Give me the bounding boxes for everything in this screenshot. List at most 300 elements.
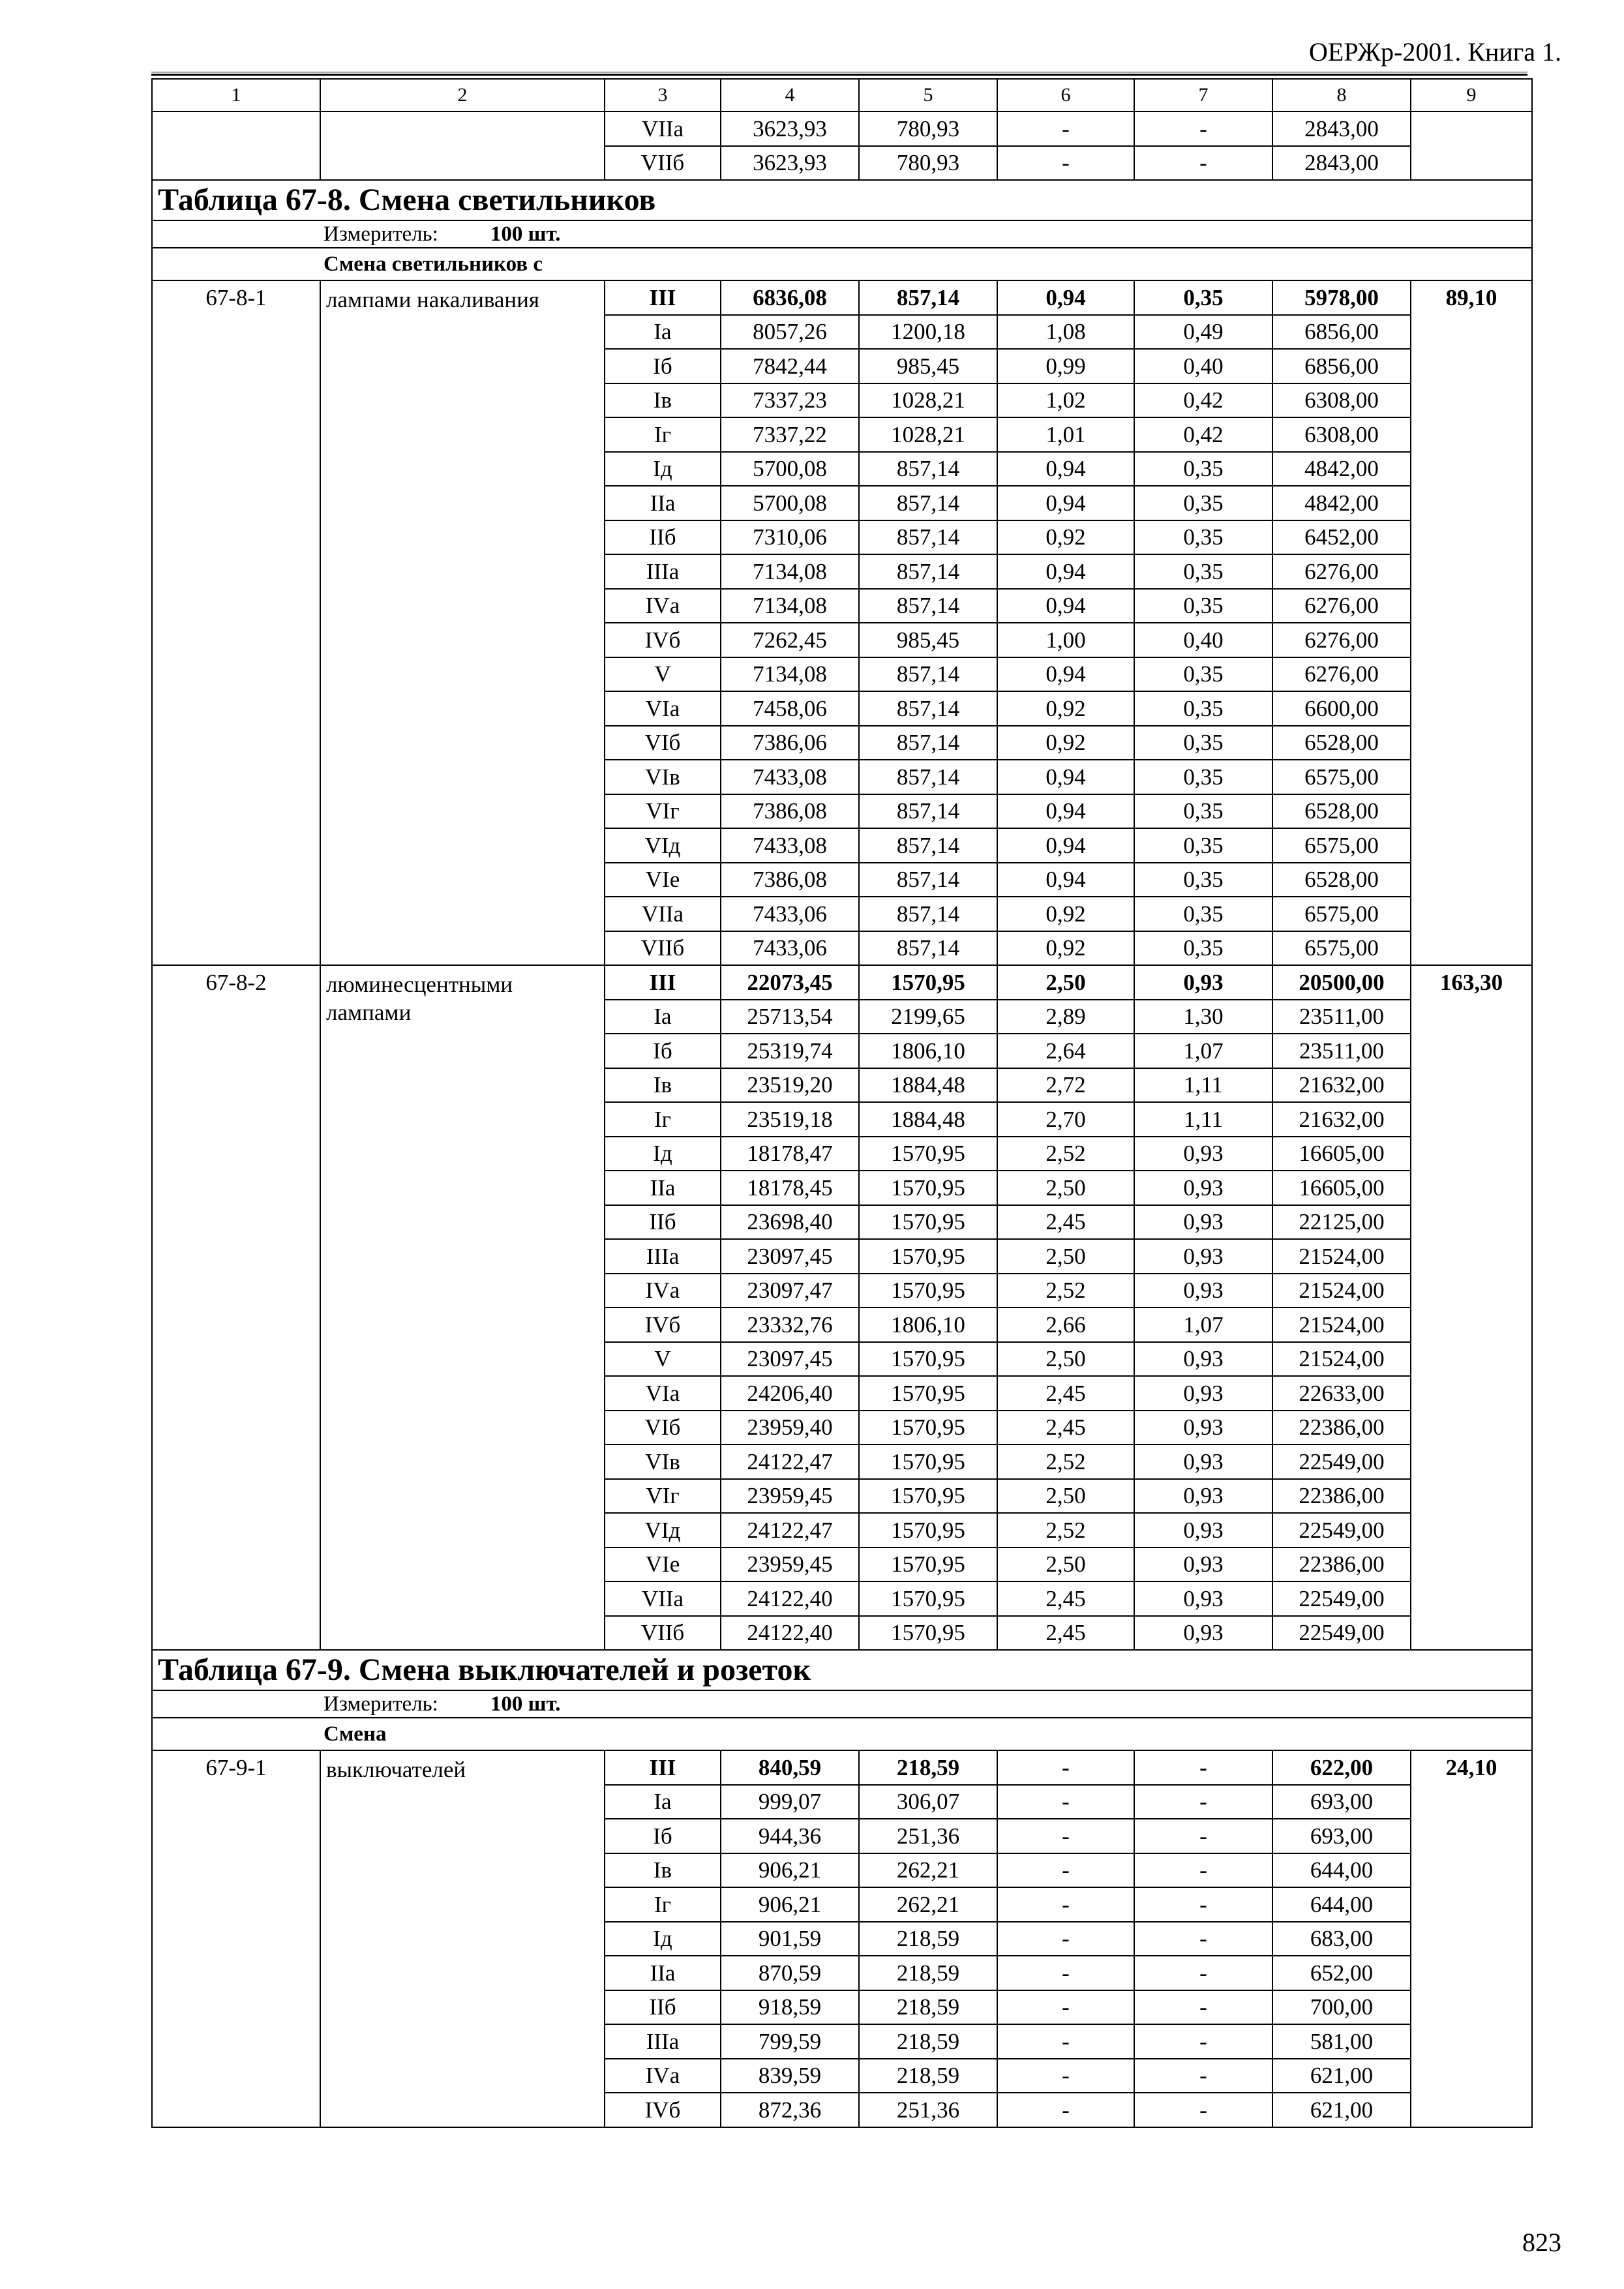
value-cell: 6452,00	[1272, 520, 1411, 555]
value-cell: 2,45	[997, 1411, 1134, 1445]
value-cell: 22549,00	[1272, 1616, 1411, 1651]
value-cell: 857,14	[859, 554, 997, 589]
column-number: 1	[152, 79, 320, 112]
value-cell: 22073,45	[721, 965, 859, 1000]
value-cell: 839,59	[721, 2059, 859, 2093]
value-cell: 0,35	[1134, 691, 1272, 726]
value-cell: 0,93	[1134, 1513, 1272, 1548]
value-cell: -	[1134, 1853, 1272, 1888]
value-cell: 1200,18	[859, 315, 997, 350]
value-cell: 0,93	[1134, 1411, 1272, 1445]
table-row	[152, 280, 1532, 315]
value-cell: 6276,00	[1272, 589, 1411, 623]
value-cell: 2,50	[997, 1548, 1134, 1582]
value-cell: 1,07	[1134, 1034, 1272, 1068]
value-cell: 1,30	[1134, 1000, 1272, 1034]
value-cell: 0,35	[1134, 280, 1272, 315]
value-cell: 0,35	[1134, 452, 1272, 486]
value-cell: 1570,95	[859, 1205, 997, 1240]
item-wage: 89,10	[1411, 280, 1532, 965]
value-cell: 857,14	[859, 931, 997, 966]
value-cell: 22125,00	[1272, 1205, 1411, 1240]
region-cell: IIа	[605, 1956, 721, 1990]
value-cell: 857,14	[859, 589, 997, 623]
value-cell: -	[997, 146, 1134, 181]
value-cell: 0,92	[997, 897, 1134, 931]
value-cell: 2,45	[997, 1581, 1134, 1616]
value-cell: 2,50	[997, 965, 1134, 1000]
value-cell: 1028,21	[859, 417, 997, 452]
value-cell: 857,14	[859, 657, 997, 692]
region-cell: VIIа	[605, 897, 721, 931]
region-cell: Iв	[605, 1853, 721, 1888]
value-cell: 652,00	[1272, 1956, 1411, 1990]
region-cell: Iв	[605, 1068, 721, 1103]
value-cell: 644,00	[1272, 1887, 1411, 1922]
value-cell: 24122,47	[721, 1444, 859, 1479]
region-cell: VIIб	[605, 146, 721, 181]
value-cell: 25713,54	[721, 1000, 859, 1034]
value-cell: 0,93	[1134, 1205, 1272, 1240]
region-cell: Iа	[605, 1000, 721, 1034]
value-cell: -	[997, 1750, 1134, 1785]
region-cell: VIг	[605, 1479, 721, 1514]
value-cell: 2,50	[997, 1479, 1134, 1514]
value-cell: 2,45	[997, 1616, 1134, 1651]
value-cell: -	[997, 2059, 1134, 2093]
value-cell: -	[1134, 2059, 1272, 2093]
value-cell: 21524,00	[1272, 1342, 1411, 1377]
value-cell: 21524,00	[1272, 1308, 1411, 1342]
value-cell: 1,11	[1134, 1068, 1272, 1103]
value-cell: 7433,08	[721, 760, 859, 794]
value-cell: 23959,45	[721, 1548, 859, 1582]
value-cell: 21524,00	[1272, 1239, 1411, 1274]
region-cell: Iб	[605, 1819, 721, 1853]
value-cell: 6528,00	[1272, 863, 1411, 897]
value-cell: 1806,10	[859, 1308, 997, 1342]
value-cell: -	[997, 2093, 1134, 2127]
value-cell: 5978,00	[1272, 280, 1411, 315]
region-cell: Iг	[605, 1887, 721, 1922]
value-cell: 1,07	[1134, 1308, 1272, 1342]
value-cell: 0,99	[997, 349, 1134, 383]
value-cell: 262,21	[859, 1853, 997, 1888]
value-cell: 0,40	[1134, 349, 1272, 383]
value-cell: 840,59	[721, 1750, 859, 1785]
value-cell: 906,21	[721, 1887, 859, 1922]
value-cell: 218,59	[859, 1750, 997, 1785]
region-cell: V	[605, 657, 721, 692]
value-cell: 2199,65	[859, 1000, 997, 1034]
value-cell: 622,00	[1272, 1750, 1411, 1785]
value-cell: 0,35	[1134, 726, 1272, 760]
value-cell: 1,08	[997, 315, 1134, 350]
region-cell: IIа	[605, 1171, 721, 1205]
region-cell: VIб	[605, 1411, 721, 1445]
value-cell: 218,59	[859, 1922, 997, 1956]
value-cell: 2,52	[997, 1274, 1134, 1308]
value-cell: 0,35	[1134, 486, 1272, 520]
value-cell: 780,93	[859, 146, 997, 181]
value-cell: 0,93	[1134, 1444, 1272, 1479]
value-cell: 7134,08	[721, 554, 859, 589]
region-cell: VIб	[605, 726, 721, 760]
group-label: Смена	[152, 1718, 1532, 1750]
region-cell: Iв	[605, 383, 721, 418]
value-cell: 262,21	[859, 1887, 997, 1922]
value-cell: -	[1134, 1956, 1272, 1990]
value-cell: 23959,40	[721, 1411, 859, 1445]
value-cell: 0,35	[1134, 589, 1272, 623]
value-cell: 23097,45	[721, 1239, 859, 1274]
value-cell: 0,35	[1134, 897, 1272, 931]
value-cell: 6276,00	[1272, 623, 1411, 657]
column-number: 9	[1411, 79, 1532, 112]
value-cell: 2,89	[997, 1000, 1134, 1034]
value-cell: 2,52	[997, 1513, 1134, 1548]
value-cell: 0,94	[997, 486, 1134, 520]
value-cell: 22386,00	[1272, 1411, 1411, 1445]
value-cell: 2,66	[997, 1308, 1134, 1342]
value-cell: 901,59	[721, 1922, 859, 1956]
region-cell: VIв	[605, 760, 721, 794]
value-cell: 0,93	[1134, 1581, 1272, 1616]
value-cell: 1,00	[997, 623, 1134, 657]
item-code: 67-9-1	[152, 1750, 320, 2127]
column-number: 8	[1272, 79, 1411, 112]
value-cell: 2,70	[997, 1102, 1134, 1137]
value-cell: 1570,95	[859, 1548, 997, 1582]
section-title-row	[152, 180, 1532, 220]
region-cell: V	[605, 1342, 721, 1377]
value-cell: 2,50	[997, 1239, 1134, 1274]
value-cell: 870,59	[721, 1956, 859, 1990]
value-cell: 1570,95	[859, 1171, 997, 1205]
value-cell: 2843,00	[1272, 112, 1411, 146]
value-cell: 218,59	[859, 1990, 997, 2025]
value-cell: 23511,00	[1272, 1000, 1411, 1034]
value-cell: 0,35	[1134, 554, 1272, 589]
region-cell: IIб	[605, 1990, 721, 2025]
value-cell: 4842,00	[1272, 452, 1411, 486]
value-cell: 2,64	[997, 1034, 1134, 1068]
value-cell: 0,40	[1134, 623, 1272, 657]
item-name: лампами накаливания	[320, 280, 605, 965]
value-cell: 700,00	[1272, 1990, 1411, 2025]
measure-row	[152, 1690, 1532, 1718]
column-number: 3	[605, 79, 721, 112]
value-cell: 5700,08	[721, 486, 859, 520]
value-cell: 6528,00	[1272, 794, 1411, 829]
region-cell: III	[605, 1750, 721, 1785]
value-cell: 3623,93	[721, 146, 859, 181]
region-cell: Iд	[605, 1922, 721, 1956]
value-cell: 0,42	[1134, 417, 1272, 452]
value-cell: -	[997, 1853, 1134, 1888]
value-cell: 0,93	[1134, 1137, 1272, 1171]
value-cell: 5700,08	[721, 452, 859, 486]
value-cell: -	[1134, 2093, 1272, 2127]
value-cell: 218,59	[859, 2024, 997, 2059]
value-cell: 0,42	[1134, 383, 1272, 418]
value-cell: 20500,00	[1272, 965, 1411, 1000]
value-cell: 1884,48	[859, 1068, 997, 1103]
value-cell: 2843,00	[1272, 146, 1411, 181]
region-cell: Iб	[605, 349, 721, 383]
value-cell: 2,52	[997, 1444, 1134, 1479]
region-cell: IIIа	[605, 2024, 721, 2059]
value-cell: 2,50	[997, 1171, 1134, 1205]
value-cell: 2,45	[997, 1376, 1134, 1411]
value-cell: 985,45	[859, 349, 997, 383]
value-cell: 0,93	[1134, 1171, 1272, 1205]
item-code: 67-8-1	[152, 280, 320, 965]
value-cell: 1570,95	[859, 1376, 997, 1411]
column-number: 5	[859, 79, 997, 112]
value-cell: 0,35	[1134, 760, 1272, 794]
measure-row	[152, 220, 1532, 248]
value-cell: -	[997, 1819, 1134, 1853]
value-cell: 0,94	[997, 828, 1134, 863]
value-cell: 1570,95	[859, 1274, 997, 1308]
code-cell	[152, 112, 320, 180]
value-cell: 7386,08	[721, 794, 859, 829]
value-cell: 0,35	[1134, 828, 1272, 863]
value-cell: -	[997, 1887, 1134, 1922]
value-cell: 944,36	[721, 1819, 859, 1853]
value-cell: -	[997, 2024, 1134, 2059]
value-cell: 6856,00	[1272, 315, 1411, 350]
region-cell: III	[605, 965, 721, 1000]
value-cell: -	[997, 1922, 1134, 1956]
region-cell: VIд	[605, 828, 721, 863]
region-cell: IIб	[605, 1205, 721, 1240]
region-cell: VIа	[605, 691, 721, 726]
value-cell: 6276,00	[1272, 554, 1411, 589]
value-cell: 857,14	[859, 691, 997, 726]
value-cell: 857,14	[859, 794, 997, 829]
region-cell: IIIа	[605, 554, 721, 589]
value-cell: 7386,08	[721, 863, 859, 897]
section-title: Таблица 67-9. Смена выключателей и розеток	[152, 1650, 1532, 1690]
value-cell: 1,01	[997, 417, 1134, 452]
value-cell: 1570,95	[859, 1616, 997, 1651]
region-cell: VIа	[605, 1376, 721, 1411]
value-cell: 985,45	[859, 623, 997, 657]
value-cell: 0,35	[1134, 863, 1272, 897]
value-cell: 24122,40	[721, 1616, 859, 1651]
value-cell: -	[1134, 146, 1272, 181]
value-cell: 2,50	[997, 1342, 1134, 1377]
item-code: 67-8-2	[152, 965, 320, 1650]
value-cell: 306,07	[859, 1785, 997, 1819]
value-cell: 6575,00	[1272, 828, 1411, 863]
item-wage: 24,10	[1411, 1750, 1532, 2127]
item-wage: 163,30	[1411, 965, 1532, 1650]
rates-table	[151, 78, 1533, 2128]
section-title-row	[152, 1650, 1532, 1690]
measure-value: 100 шт.	[490, 222, 561, 246]
table-row	[152, 1750, 1532, 1785]
value-cell: 218,59	[859, 2059, 997, 2093]
region-cell: IIб	[605, 520, 721, 555]
value-cell: 6856,00	[1272, 349, 1411, 383]
value-cell: 1884,48	[859, 1102, 997, 1137]
value-cell: 799,59	[721, 2024, 859, 2059]
region-cell: VIе	[605, 863, 721, 897]
value-cell: 22386,00	[1272, 1548, 1411, 1582]
value-cell: 857,14	[859, 897, 997, 931]
value-cell: 7337,22	[721, 417, 859, 452]
region-cell: Iг	[605, 417, 721, 452]
value-cell: 857,14	[859, 452, 997, 486]
value-cell: 16605,00	[1272, 1171, 1411, 1205]
table-row	[152, 112, 1532, 146]
value-cell: 857,14	[859, 760, 997, 794]
value-cell: 0,94	[997, 452, 1134, 486]
value-cell: 0,92	[997, 726, 1134, 760]
value-cell: 251,36	[859, 1819, 997, 1853]
value-cell: 683,00	[1272, 1922, 1411, 1956]
region-cell: Iб	[605, 1034, 721, 1068]
region-cell: Iа	[605, 315, 721, 350]
value-cell: 25319,74	[721, 1034, 859, 1068]
value-cell: 0,93	[1134, 1616, 1272, 1651]
value-cell: 23519,20	[721, 1068, 859, 1103]
value-cell: 6308,00	[1272, 417, 1411, 452]
value-cell: -	[1134, 1750, 1272, 1785]
value-cell: -	[997, 1990, 1134, 2025]
value-cell: 0,93	[1134, 1342, 1272, 1377]
value-cell: 1806,10	[859, 1034, 997, 1068]
measure-label: Измеритель:	[323, 1692, 438, 1716]
value-cell: 0,94	[997, 794, 1134, 829]
value-cell: 644,00	[1272, 1853, 1411, 1888]
value-cell: 857,14	[859, 863, 997, 897]
column-number-row	[152, 79, 1532, 112]
column-number: 4	[721, 79, 859, 112]
value-cell: 999,07	[721, 1785, 859, 1819]
item-name: выключателей	[320, 1750, 605, 2127]
value-cell: 0,93	[1134, 1376, 1272, 1411]
value-cell: -	[1134, 1819, 1272, 1853]
value-cell: -	[1134, 2024, 1272, 2059]
value-cell: 3623,93	[721, 112, 859, 146]
region-cell: IVа	[605, 589, 721, 623]
value-cell: 6575,00	[1272, 897, 1411, 931]
region-cell: IIа	[605, 486, 721, 520]
value-cell: 21632,00	[1272, 1102, 1411, 1137]
measure-cell	[152, 220, 1532, 248]
region-cell: IVа	[605, 2059, 721, 2093]
value-cell: 22549,00	[1272, 1581, 1411, 1616]
region-cell: IIIа	[605, 1239, 721, 1274]
name-cell	[320, 112, 605, 180]
value-cell: 23959,45	[721, 1479, 859, 1514]
group-label: Смена светильников с	[152, 248, 1532, 280]
value-cell: 906,21	[721, 1853, 859, 1888]
value-cell: 0,35	[1134, 794, 1272, 829]
value-cell: 0,94	[997, 760, 1134, 794]
value-cell: 0,93	[1134, 965, 1272, 1000]
value-cell: 0,94	[997, 280, 1134, 315]
value-cell: 7433,06	[721, 931, 859, 966]
value-cell: 6575,00	[1272, 760, 1411, 794]
value-cell: 251,36	[859, 2093, 997, 2127]
value-cell: 693,00	[1272, 1785, 1411, 1819]
region-cell: VIе	[605, 1548, 721, 1582]
value-cell: 1570,95	[859, 1137, 997, 1171]
value-cell: 0,49	[1134, 315, 1272, 350]
value-cell: 0,93	[1134, 1274, 1272, 1308]
value-cell: 1570,95	[859, 1513, 997, 1548]
value-cell: 23511,00	[1272, 1034, 1411, 1068]
value-cell: 0,35	[1134, 931, 1272, 966]
region-cell: VIв	[605, 1444, 721, 1479]
value-cell: 1570,95	[859, 965, 997, 1000]
value-cell: 1028,21	[859, 383, 997, 418]
value-cell: 23698,40	[721, 1205, 859, 1240]
value-cell: 0,94	[997, 589, 1134, 623]
value-cell: 857,14	[859, 828, 997, 863]
value-cell: 0,93	[1134, 1479, 1272, 1514]
value-cell: 780,93	[859, 112, 997, 146]
value-cell: 1570,95	[859, 1411, 997, 1445]
value-cell: 7262,45	[721, 623, 859, 657]
value-cell: 16605,00	[1272, 1137, 1411, 1171]
region-cell: III	[605, 280, 721, 315]
value-cell: 24122,40	[721, 1581, 859, 1616]
value-cell: 23332,76	[721, 1308, 859, 1342]
value-cell: 7433,08	[721, 828, 859, 863]
value-cell: 0,94	[997, 657, 1134, 692]
column-number: 6	[997, 79, 1134, 112]
value-cell: -	[997, 1956, 1134, 1990]
value-cell: 22549,00	[1272, 1444, 1411, 1479]
measure-label: Измеритель:	[323, 222, 438, 246]
value-cell: -	[1134, 112, 1272, 146]
value-cell: 7433,06	[721, 897, 859, 931]
value-cell: 6308,00	[1272, 383, 1411, 418]
header-rule	[151, 72, 1527, 76]
value-cell: 1570,95	[859, 1239, 997, 1274]
value-cell: 7134,08	[721, 589, 859, 623]
region-cell: Iг	[605, 1102, 721, 1137]
value-cell: 857,14	[859, 520, 997, 555]
value-cell: 0,93	[1134, 1548, 1272, 1582]
value-cell: 24206,40	[721, 1376, 859, 1411]
value-cell: -	[1134, 1785, 1272, 1819]
value-cell: 1,02	[997, 383, 1134, 418]
value-cell: 857,14	[859, 726, 997, 760]
region-cell: IVб	[605, 1308, 721, 1342]
value-cell: 0,35	[1134, 657, 1272, 692]
book-header: ОЕРЖр-2001. Книга 1.	[1309, 37, 1561, 67]
region-cell: VIд	[605, 1513, 721, 1548]
value-cell: 4842,00	[1272, 486, 1411, 520]
region-cell: IVа	[605, 1274, 721, 1308]
value-cell: -	[997, 1785, 1134, 1819]
value-cell: 18178,47	[721, 1137, 859, 1171]
value-cell: 24122,47	[721, 1513, 859, 1548]
value-cell: 8057,26	[721, 315, 859, 350]
value-cell: 2,72	[997, 1068, 1134, 1103]
value-cell: 0,94	[997, 863, 1134, 897]
value-cell: 21632,00	[1272, 1068, 1411, 1103]
value-cell: 621,00	[1272, 2093, 1411, 2127]
region-cell: VIIа	[605, 1581, 721, 1616]
